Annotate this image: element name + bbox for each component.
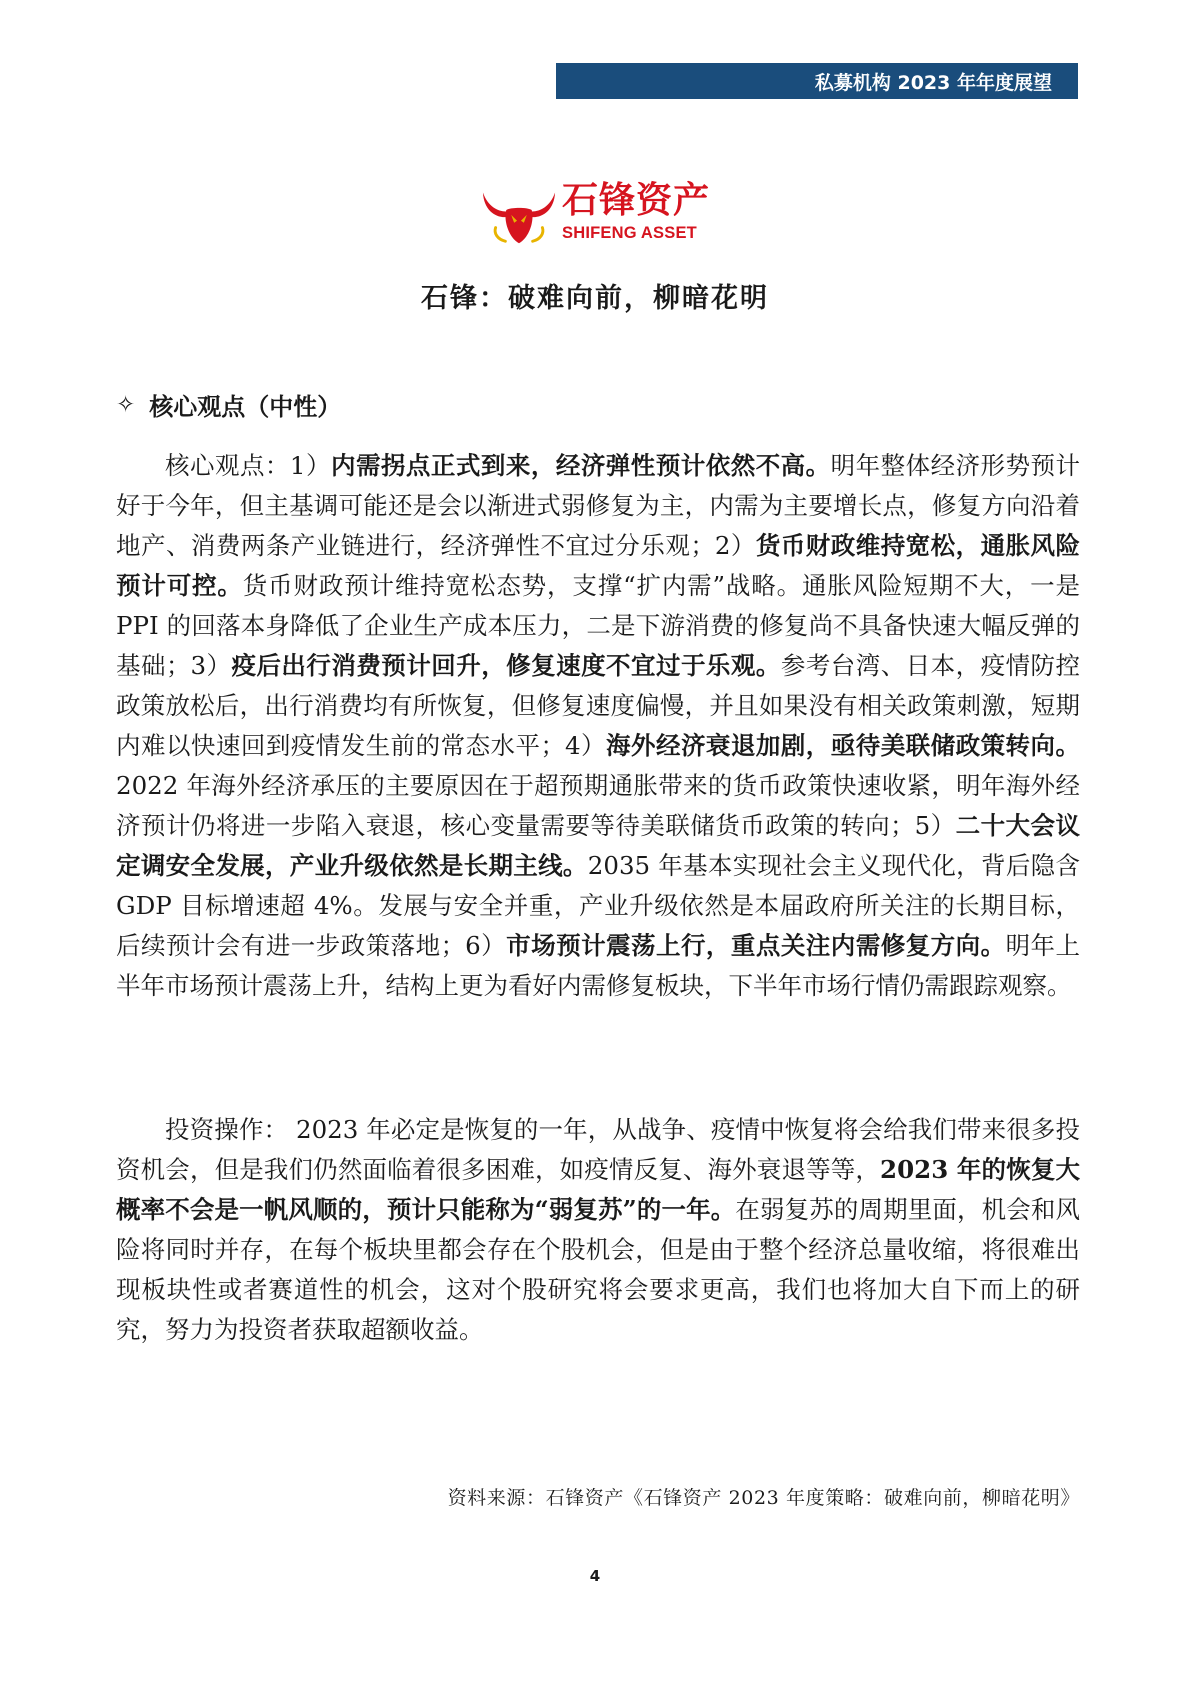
bull-head-logo-icon	[480, 174, 558, 250]
diamond-outline-icon: ✧	[116, 391, 136, 418]
logo-english-name: SHIFENG ASSET	[562, 223, 697, 242]
text-span: 货币财政预计维持宽松态势，支撑“扩内需”战略。通胀风险短期不大，一是 PPI 的回落本身降低了企业生产成本压力，二是下游消费的修复尚不具备快速大幅反弹的基础；3）	[116, 571, 1081, 680]
bold-point-3: 疫后出行消费预计回升，修复速度不宜过于乐观。	[231, 651, 781, 680]
source-note: 资料来源：石锋资产《石锋资产 2023 年度策略：破难向前，柳暗花明》	[447, 1487, 1080, 1509]
text-span: 2035 年基本实现社会主义现代化，背后隐含 GDP 目标增速超 4%。发展与安全并重，产业升级依然是本届政府所关注的长期目标，后续预计会有进一步政策落地；6）	[116, 851, 1081, 960]
logo-chinese-name: 石锋资产	[562, 179, 711, 221]
text-span: 在弱复苏的周期里面，机会和风险将同时并存，在每个板块里都会存在个股机会，但是由于整个经济总量收缩，将很难出现板块性或者赛道性的机会，这对个股研究将会要求更高，我们也将加大自下而上的研究，努力为投资者获取超额收益。	[116, 1195, 1080, 1344]
text-span: 投资操作： 2023 年必定是恢复的一年，从战争、疫情中恢复将会给我们带来很多投资机会，但是我们仍然面临着很多困难，如疫情反复、海外衰退等等，	[116, 1115, 1080, 1184]
bold-point-4: 海外经济衰退加剧，亟待美联储政策转向。	[606, 731, 1080, 760]
text-span: 明年上半年市场预计震荡上升，结构上更为看好内需修复板块，下半年市场行情仍需跟踪观察。	[116, 931, 1081, 1000]
core-views-paragraph	[116, 446, 1080, 1006]
bold-point-2: 货币财政维持宽松，通胀风险预计可控。	[116, 531, 1081, 600]
bold-point-1: 内需拐点正式到来，经济弹性预计依然不高。	[330, 451, 831, 480]
text-span: 核心观点：1）	[165, 451, 331, 480]
header-title: 私募机构 2023 年年度展望	[814, 71, 1052, 94]
bold-point-6: 市场预计震荡上行，重点关注内需修复方向。	[506, 931, 1006, 960]
text-span: 参考台湾、日本，疫情防控政策放松后，出行消费均有所恢复，但修复速度偏慢，并且如果没有相关政策刺激，短期内难以快速回到疫情发生前的常态水平；4）	[116, 651, 1081, 760]
document-title: 石锋：破难向前，柳暗花明	[421, 283, 769, 314]
section-heading-text: 核心观点（中性）	[149, 392, 342, 421]
investment-operation-paragraph	[116, 1110, 1080, 1350]
header-bar	[556, 63, 1078, 99]
text-span: 2022 年海外经济承压的主要原因在于超预期通胀带来的货币政策快速收紧，明年海外经济预计仍将进一步陷入衰退，核心变量需要等待美联储货币政策的转向；5）	[116, 771, 1080, 840]
text-span: 明年整体经济形势预计好于今年，但主基调可能还是会以渐进式弱修复为主，内需为主要增长点，修复方向沿着地产、消费两条产业链进行，经济弹性不宜过分乐观；2）	[116, 451, 1081, 560]
company-logo	[480, 174, 720, 250]
bold-point: 2023 年的恢复大概率不会是一帆风顺的，预计只能称为“弱复苏”的一年。	[116, 1155, 1080, 1224]
page-number: 4	[589, 1567, 601, 1585]
bold-point-5: 二十大会议定调安全发展，产业升级依然是长期主线。	[116, 811, 1080, 880]
section-heading	[116, 387, 341, 422]
